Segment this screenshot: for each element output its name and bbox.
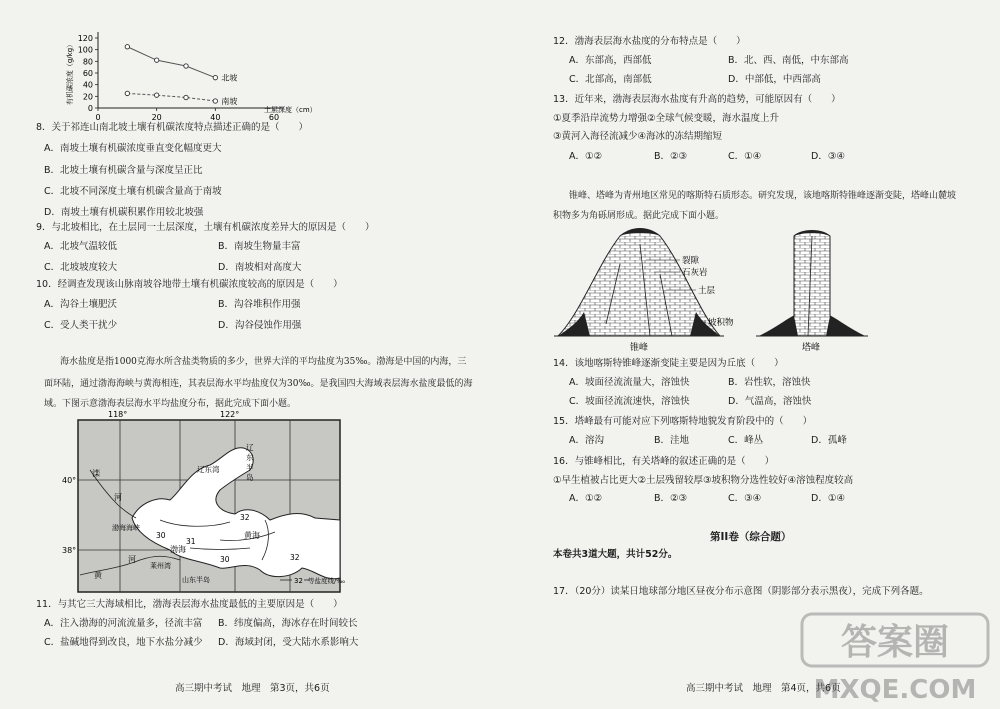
q16-stem: 16．与锥峰相比，有关塔峰的叙述正确的是（ ） [553, 456, 775, 467]
map-liaodong-peninsula-2: 东 [246, 453, 254, 462]
passage-line-3: 域。下图示意渤海表层海水平均盐度分布，据此完成下面小题。 [44, 399, 297, 409]
karst-caption-cone: 锥峰 [630, 343, 649, 353]
chart-y-tick-label: 60 [82, 69, 93, 78]
q9-option-d[interactable]: D．南坡相对高度大 [218, 262, 302, 273]
map-legend-value: 32 [294, 577, 303, 585]
q14-stem: 14．该地喀斯特锥峰逐渐变陡主要是因为丘底（ ） [553, 358, 784, 369]
karst-passage-2: 积物多为角砾屑形成。据此完成下面小题。 [553, 211, 725, 221]
q11-option-c[interactable]: C．盐碱地得到改良，地下水盐分减少 [44, 637, 203, 648]
chart-x-tick-label: 0 [95, 113, 101, 122]
q11-stem: 11．与其它三大海域相比，渤海表层海水盐度最低的主要原因是（ ） [36, 599, 343, 610]
chart-point-north [154, 58, 158, 62]
map-iso-30b: 30 [220, 555, 230, 564]
right-footer: 高三期中考试 地理 第4页，共6页 [686, 683, 841, 694]
q14-option-a[interactable]: A．坡面径流流量大，溶蚀快 [569, 377, 690, 388]
q15-option-c[interactable]: C．峰丛 [728, 435, 764, 446]
q16-option-b[interactable]: B．②③ [654, 493, 688, 504]
right-page [500, 0, 1000, 709]
passage-line-2: 面环陆，通过渤海海峡与黄海相连，其表层海水平均盐度仅为30‰。是我国四大海域表层海水盐度最低的海 [44, 379, 473, 389]
map-river-1: 滦 [92, 469, 100, 478]
chart-point-south [184, 95, 188, 99]
map-lon-118: 118° [108, 410, 128, 419]
map-liaodong-bay: 辽东湾 [197, 465, 220, 474]
q10-option-c[interactable]: C．受人类干扰少 [44, 320, 118, 331]
map-lat-40: 40° [62, 476, 77, 485]
karst-label-soil: 土层 [698, 286, 716, 296]
q9-stem: 9．与北坡相比，在土层同一土层深度，土壤有机碳浓度差异大的原因是（ ） [36, 222, 375, 233]
q10-option-b[interactable]: B．沟谷堆积作用强 [218, 299, 301, 310]
q9-option-c[interactable]: C．北坡坡度较大 [44, 262, 118, 273]
karst-label-limestone: 石灰岩 [682, 268, 708, 278]
q8-option-c[interactable]: C．北坡不同深度土壤有机碳含量高于南坡 [44, 186, 222, 197]
section-ii-note: 本卷共3道大题，共计52分。 [553, 549, 678, 560]
q14-option-b[interactable]: B．岩性软，溶蚀快 [728, 377, 811, 388]
map-bohai-strait: 渤海海峡 [112, 524, 140, 532]
q15-option-d[interactable]: D．孤峰 [811, 435, 847, 446]
q16-option-d[interactable]: D．①④ [811, 493, 845, 504]
chart-y-tick-label: 40 [82, 80, 93, 90]
q13-option-d[interactable]: D．③④ [811, 151, 845, 162]
q12-option-b[interactable]: B．北、西、南低，中东部高 [728, 55, 849, 66]
map-river-2: 河 [114, 493, 122, 502]
map-iso-31: 31 [186, 537, 196, 546]
chart-y-tick-label: 80 [82, 57, 93, 67]
q13-line-1: ①夏季沿岸流势力增强②全球气候变暖，海水温度上升 [553, 113, 780, 124]
q15-option-b[interactable]: B．洼地 [654, 435, 690, 446]
karst-label-deposit: 坡积物 [708, 318, 734, 328]
q12-option-c[interactable]: C．北部高，南部低 [569, 74, 652, 85]
bohai-salinity-map [62, 410, 370, 595]
q15-option-a[interactable]: A．溶沟 [569, 435, 604, 446]
q13-option-a[interactable]: A．①② [569, 151, 603, 162]
map-liaodong-peninsula-4: 岛 [246, 473, 254, 482]
q14-option-d[interactable]: D．气温高，溶蚀快 [728, 396, 812, 407]
chart-point-south [154, 93, 158, 97]
karst-caption-tower: 塔峰 [802, 343, 821, 353]
q12-option-a[interactable]: A．东部高，西部低 [569, 55, 652, 66]
map-laizhou-bay: 莱州湾 [150, 562, 171, 570]
map-river-3: 黄 [94, 571, 102, 580]
q16-option-a[interactable]: A．①② [569, 493, 603, 504]
chart-x-axis-label: 土层深度（cm） [264, 106, 317, 114]
watermark-bottom: MXQE.COM [813, 675, 977, 705]
karst-passage-1: 锥峰、塔峰为青州地区常见的喀斯特石质形态。研究发现，该地喀斯特锥峰逐渐变陡，塔峰山麓坡 [569, 191, 957, 201]
chart-point-north [213, 75, 217, 79]
karst-peaks-figure [550, 224, 890, 354]
chart-point-south [213, 99, 217, 103]
karst-label-crack: 裂隙 [682, 256, 700, 266]
q8-option-b[interactable]: B．北坡土壤有机碳含量与深度呈正比 [44, 165, 203, 176]
map-bohai: 渤海 [170, 545, 186, 554]
chart-series-label-north: 北坡 [221, 73, 238, 83]
chart-y-tick-label: 20 [82, 92, 93, 102]
map-liaodong-peninsula-3: 半 [246, 463, 254, 472]
q11-option-a[interactable]: A．注入渤海的河流流量多，径流丰富 [44, 618, 203, 629]
q10-option-d[interactable]: D．沟谷侵蚀作用强 [218, 320, 302, 331]
map-iso-32b: 32 [290, 553, 300, 562]
q10-option-a[interactable]: A．沟谷土壤肥沃 [44, 299, 117, 310]
q10-stem: 10．经调查发现该山脉南坡谷地带土壤有机碳浓度较高的原因是（ ） [36, 279, 343, 290]
q8-stem: 8．关于祁连山南北坡土壤有机碳浓度特点描述正确的是（ ） [36, 122, 309, 133]
q9-option-a[interactable]: A．北坡气温较低 [44, 241, 117, 252]
left-footer: 高三期中考试 地理 第3页，共6页 [175, 683, 330, 694]
map-yellow-sea: 黄海 [244, 531, 260, 540]
q11-option-d[interactable]: D．海域封闭，受大陆水系影响大 [218, 637, 359, 648]
q16-line-1: ①早生植被占比更大②土层残留较厚③坡积物分选性较好④溶蚀程度较高 [553, 475, 854, 486]
map-legend-text: 等盐度线/‰ [308, 577, 345, 585]
chart-series-line-south [127, 93, 215, 101]
chart-series-label-south: 南坡 [221, 97, 238, 106]
q11-option-b[interactable]: B．纬度偏高，海冰存在时间较长 [218, 618, 358, 629]
map-shandong-peninsula: 山东半岛 [182, 576, 210, 584]
chart-point-south [125, 91, 129, 95]
q13-option-b[interactable]: B．②③ [654, 151, 688, 162]
chart-y-tick-label: 0 [87, 104, 93, 113]
section-ii-title: 第II卷（综合题） [710, 531, 792, 543]
chart-x-tick-label: 60 [268, 113, 280, 122]
map-liaodong-peninsula-1: 辽 [246, 443, 254, 452]
q13-option-c[interactable]: C．①④ [728, 151, 762, 162]
q12-option-d[interactable]: D．中部低，中西部高 [728, 74, 821, 85]
q8-option-a[interactable]: A．南坡土壤有机碳浓度垂直变化幅度更大 [44, 143, 222, 154]
map-iso-30a: 30 [156, 531, 166, 540]
map-river-4: 河 [128, 555, 136, 564]
q13-line-2: ③黄河入海径流减少④海冰的冻结期缩短 [553, 131, 723, 142]
chart-y-tick-label: 100 [77, 45, 93, 55]
q16-option-c[interactable]: C．③④ [728, 493, 762, 504]
chart-point-north [184, 64, 188, 68]
q8-option-d[interactable]: D．南坡土壤有机碳积累作用较北坡强 [44, 207, 204, 218]
q12-stem: 12．渤海表层海水盐度的分布特点是（ ） [553, 36, 746, 47]
q15-stem: 15．塔峰最有可能对应下列喀斯特地貌发育阶段中的（ ） [553, 416, 813, 427]
chart-point-north [125, 45, 129, 49]
watermark-top: 答案圈 [840, 622, 950, 663]
q13-stem: 13．近年来，渤海表层海水盐度有升高的趋势，可能原因有（ ） [553, 94, 841, 105]
site-watermark [800, 612, 990, 707]
map-iso-32a: 32 [240, 513, 250, 522]
q14-option-c[interactable]: C．坡面径流流速快，溶蚀快 [569, 396, 690, 407]
q9-option-b[interactable]: B．南坡生物量丰富 [218, 241, 301, 252]
q17-stem: 17．（20分）读某日地球部分地区昼夜分布示意图（阴影部分表示黑夜），完成下列各题。 [553, 586, 929, 597]
chart-x-tick-label: 20 [151, 113, 162, 122]
chart-x-tick-label: 40 [210, 113, 221, 122]
chart-series-line-north [127, 47, 215, 78]
chart-y-tick-label: 120 [77, 34, 93, 43]
map-lat-38: 38° [62, 546, 77, 555]
passage-line-1: 海水盐度是指1000克海水所含盐类物质的多少，世界大洋的平均盐度为35‰。渤海是中国的内海，三 [60, 357, 467, 367]
map-lon-122: 122° [220, 410, 240, 419]
chart-y-axis-label: 有机碳浓度（g/kg） [66, 40, 74, 106]
